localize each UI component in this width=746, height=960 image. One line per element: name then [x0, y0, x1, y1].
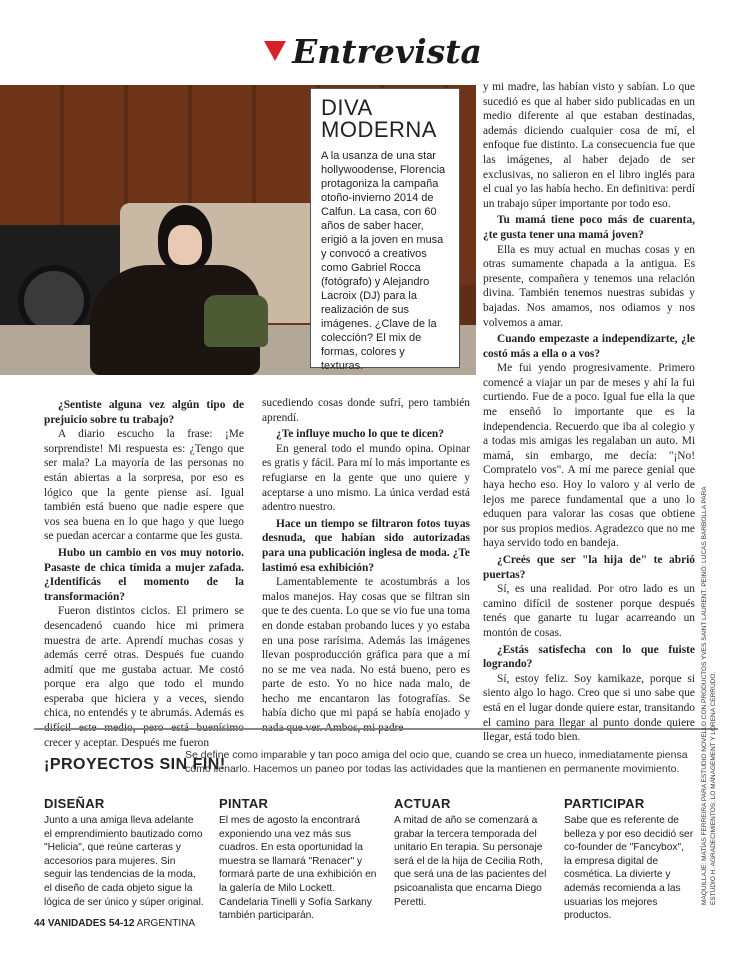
article-column-3	[483, 80, 695, 745]
project-pintar: PINTAR El mes de agosto la encontrará exponiendo una vez más sus cuadros. En esta oportunidad la muestra se llamará "Renacer" y formará parte de una exhibición en la galería de Milo Lockett. Candelaria Tinelli y Sofía Sarkany también participarán.	[219, 796, 377, 922]
diva-title: DIVA MODERNA	[321, 95, 437, 142]
question: ¿Sentiste alguna vez algún tipo de prejuicio sobre tu trabajo?	[44, 399, 244, 426]
question: Cuando empezaste a independizarte, ¿le costó más a ella o a vos?	[483, 333, 695, 360]
handbag	[204, 295, 268, 347]
projects-intro: Se define como imparable y tan poco amiga del ocio que, cuando se crea un hueco, inmediatamente piensa cómo llenarlo. Hacemos un paneo por todas las actividades que la mantienen en permanente movimiento.	[185, 749, 688, 775]
answer: En general todo el mundo opina. Opinar es gratis y fácil. Para mí lo más importante es refugiarse en la gente que uno quiere y aceptarse a uno mismo. La única verdad está adentro nuestro.	[262, 442, 470, 514]
project-actuar: ACTUAR A mitad de año se comenzará a grabar la tercera temporada del unitario En terapia. Su personaje será el de la hija de Cecilia Roth, que será una de las pacientes del psicoanalista que encarna Diego Peretti.	[394, 796, 547, 908]
answer: Sí, es una realidad. Por otro lado es un camino difícil de sostener porque después tenés que ganarte tu lugar acarreando un montón de cosas.	[483, 583, 695, 639]
diva-box	[310, 88, 460, 372]
answer: sucediendo cosas donde sufrí, pero también aprendí.	[262, 397, 470, 424]
answer: A diario escucho la frase: ¡Me sorprendiste! Mi respuesta es: ¿Tengo que ser mala? La mayoría de las personas no están abiertas a la sorpresa, por eso es lógico que la gente piense así. Igual también está bueno que nadie espere que vos sea buena en lo que hago y que luego se puedan acercar a contarme que les gusta.	[44, 428, 244, 543]
question: ¿Te influye mucho lo que te dicen?	[276, 428, 444, 441]
question: Hubo un cambio en vos muy notorio. Pasaste de chica tímida a mujer zafada. ¿Identificás el momento de la transformación?	[44, 546, 244, 603]
projects-title: ¡PROYECTOS SIN FIN!	[44, 756, 226, 773]
answer: Ella es muy actual en muchas cosas y en otras sumamente chapada a la antigua. Es presente, compañera y tenemos una relación divina. También tenemos nuestras subidas y bajadas. Nos amamos, nos odiamos y nos volvemos a amar.	[483, 243, 695, 329]
question: ¿Creés que ser "la hija de" te abrió puertas?	[483, 554, 695, 581]
question: ¿Estás satisfecha con lo que fuiste logrando?	[483, 643, 695, 671]
answer: Sí, estoy feliz. Soy kamikaze, porque si siento algo lo hago. Creo que si uno sabe que está en el lugar donde quiere estar, transitando el camino para llegar al punto donde quiere llegar, está todo bien.	[483, 672, 695, 744]
divider	[34, 728, 718, 730]
section-title: Entrevista	[292, 32, 482, 71]
section-header	[0, 32, 746, 71]
answer: Me fui yendo progresivamente. Primero comencé a viajar un par de meses y ahí la fui curtiendo. Fue de a poco. Igual fue ella la que me enseñó lo importante que es la independencia. Recuerdo que iba al colegio y a todas mis amigas les regalaban un auto. Mi mamá, sin embargo, me decía: "¡No! Compratelo vos". A mí me parece genial que haya hecho eso. Hoy lo valoro y al verlo de lejos me parece fundamental que a uno lo eduquen para valorar las cosas que obtiene por sus propios medios. Agradezco que no me haya servido todo en bandeja.	[483, 362, 695, 550]
triangle-icon	[264, 41, 286, 61]
article-column-1	[44, 396, 244, 750]
question: Tu mamá tiene poco más de cuarenta, ¿te gusta tener una mamá joven?	[483, 214, 695, 241]
photo-credits: MAQUILLAJE: MATÍAS FERREIRA PARA ESTUDIO NOVELLO CON PRODUCTOS YVES SAINT LAURENT. PEINÓ: LUCAS BARBOLLA PARA ESTUDIO H. AGRADECIMIENTOS: LO MANAGEMENT Y LORENA CERRUDO.	[701, 486, 717, 905]
project-participar: PARTICIPAR Sabe que es referente de belleza y por eso decidió ser co-founder de "Fancybox", la empresa digital de cosmética. La divierte y además recomienda a las usuarias los mejores productos.	[564, 796, 694, 922]
page-footer: 44 VANIDADES 54-12 ARGENTINA	[34, 918, 195, 929]
project-disenar: DISEÑAR Junto a una amiga lleva adelante el emprendimiento bautizado como "Helicia", que reúne carteras y accesorios para mujeres. Sin seguir las tendencias de la moda, el diseño de cada objeto sigue la lógica de ser único y súper original.	[44, 796, 204, 908]
diva-text: A la usanza de una star hollywoodense, Florencia protagoniza la campaña otoño-invierno 2014 de Calfun. La casa, con 60 años de saber hacer, erigió a la joven en musa y convocó a creativos como Gabriel Rocca (fotógrafo) y Alejandro Lacroix (DJ) para la realización de sus imágenes. ¿Clave de la colección? El mix de formas, colores y texturas.	[321, 150, 446, 372]
answer: Fueron distintos ciclos. El primero se desencadenó cuando hice mi primera muestra de arte. Aprendí muchas cosas y además cerré otras. Después fue cuando admití que me gustaba actuar. Me costó porque era algo que todo el mundo esperaba que hiciera y a veces, siendo chica, no entendés y te abrumás. Además es difícil este medio, pero está buenísimo crecer y aceptar. Después me fueron	[44, 605, 244, 749]
answer: Lamentablemente te acostumbrás a los malos manejos. Hay cosas que se filtran sin que te des cuenta. Lo que se vio fue una toma en donde estaban probando luces y yo estaba en una pose rarísima. Además las imágenes llevan posproducción gráfica para que a mí no se me vea nada. No está bueno, pero es parte de esto. Yo no hice nada malo, de hecho me encantaron las fotografías. Se había dicho que mi papá se había enojado y nada que ver. Ambos, mi padre	[262, 576, 470, 735]
question: Hace un tiempo se filtraron fotos tuyas desnuda, que habían sido autorizadas para una publicación inglesa de moda. ¿Te lastimó esa exhibición?	[262, 517, 470, 574]
article-column-2	[262, 396, 470, 736]
answer: y mi madre, las habían visto y sabían. Lo que sucedió es que al haber sido publicadas en un medio diferente al que estaban destinadas, además diciendo cualquier cosa de mí, el enfoque fue distinto. La consecuencia fue que las imágenes, al haber dejado de ser exclusivas, no salieron en el libro inglés para el cual yo las había hecho. En definitiva: perdí un trabajo súper importante por todo eso.	[483, 81, 695, 210]
